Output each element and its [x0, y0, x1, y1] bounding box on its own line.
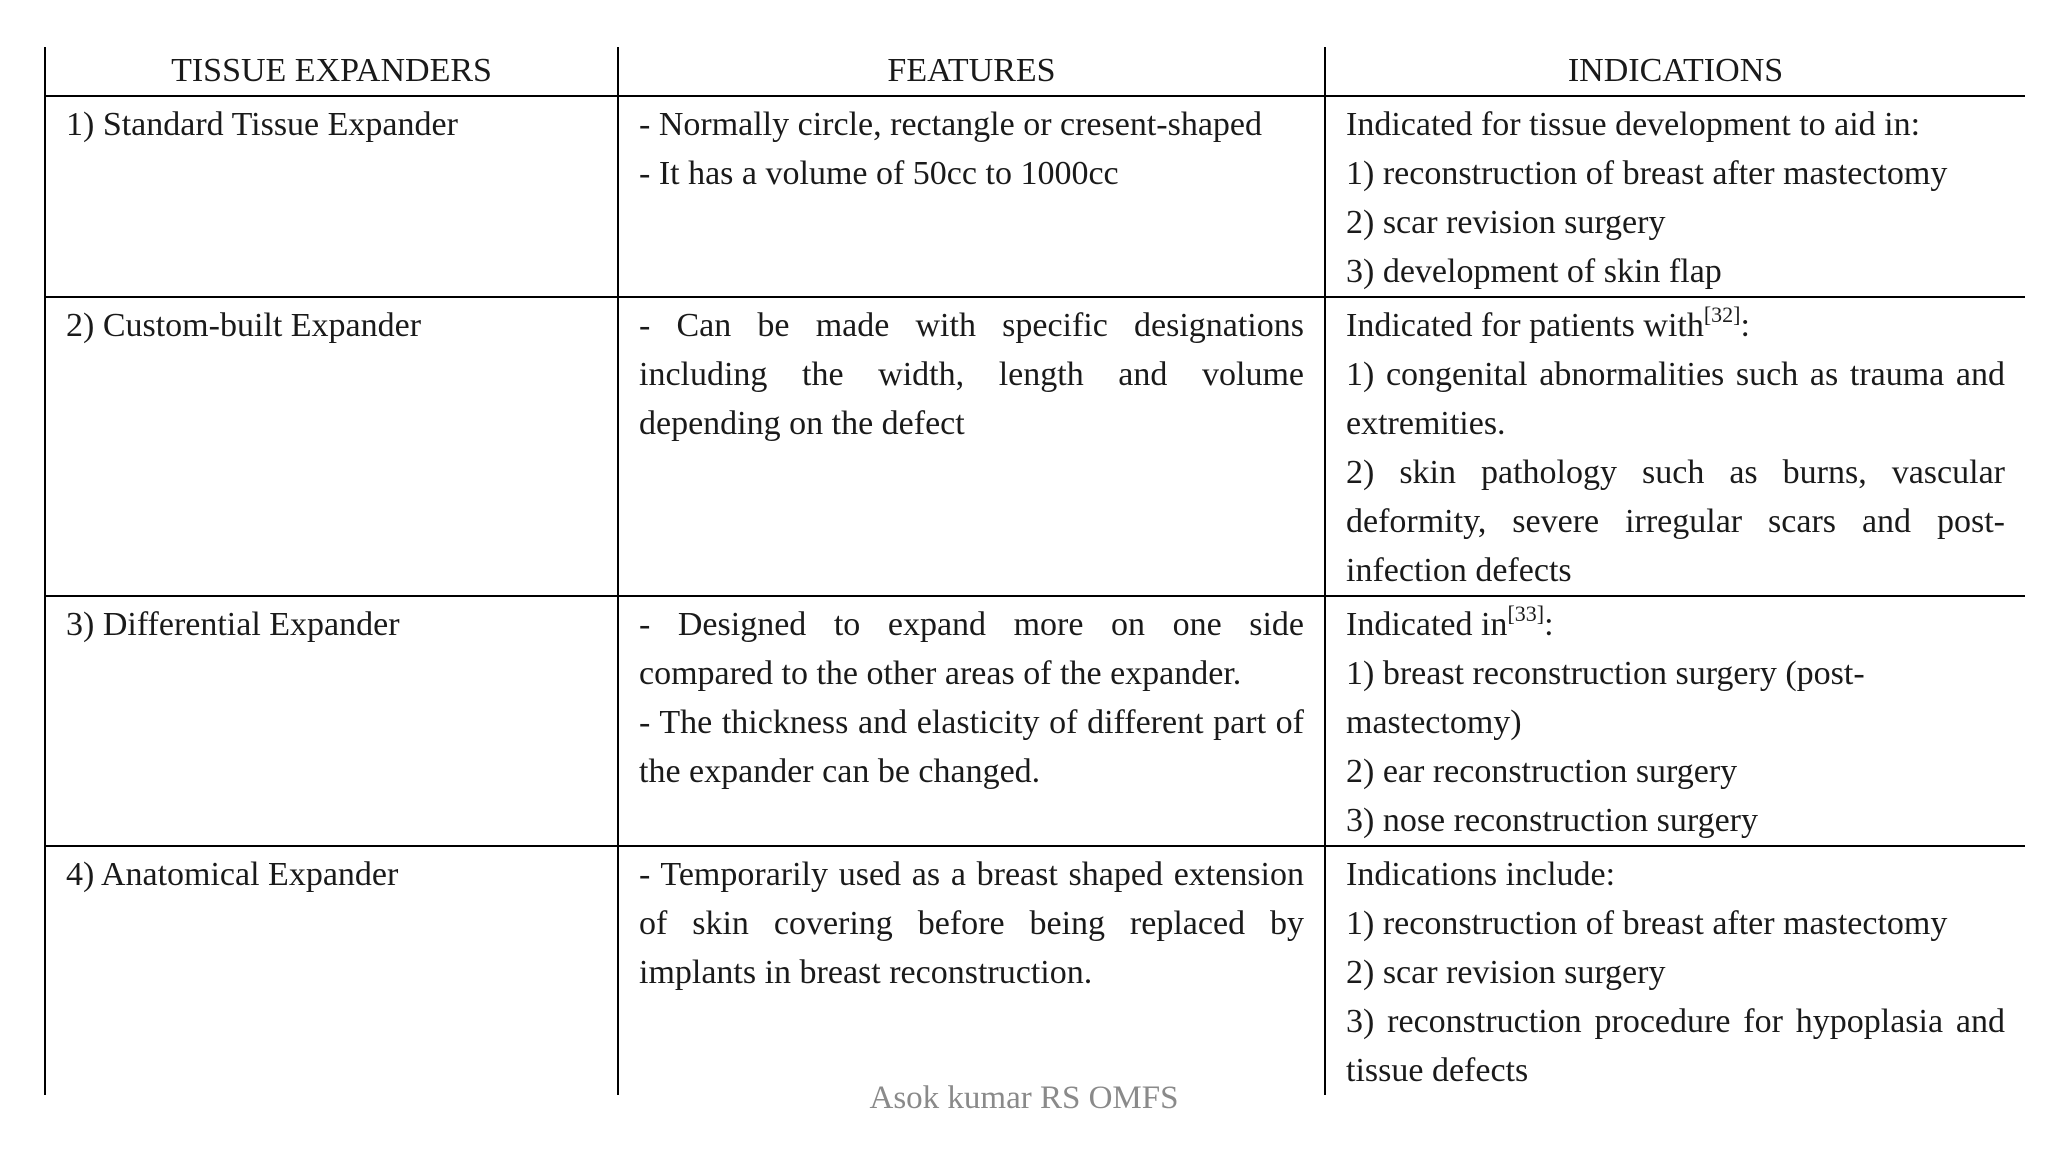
header-tissue-expanders: TISSUE EXPANDERS	[45, 47, 618, 96]
indication-item: 2) skin pathology such as burns, vascular deformity, severe irregular scars and post-infection defects	[1346, 454, 2005, 589]
indication-item: 3) reconstruction procedure for hypoplasia and tissue defects	[1346, 1003, 2005, 1089]
features-cell	[618, 846, 1325, 1095]
indications-intro	[1346, 850, 2005, 899]
indications-intro-text: Indicated for patients with	[1346, 307, 1704, 344]
indication-item: 2) scar revision surgery	[1346, 954, 1666, 991]
features-cell	[618, 596, 1325, 846]
indication-item: 3) nose reconstruction surgery	[1346, 802, 1758, 839]
header-features: FEATURES	[618, 47, 1325, 96]
indications-intro-text: Indicated for tissue development to aid in:	[1346, 106, 1921, 143]
expander-name-cell	[45, 846, 618, 1095]
indications-intro	[1346, 100, 2005, 149]
citation-ref: [33]	[1507, 601, 1545, 626]
feature-line: - Temporarily used as a breast shaped extension of skin covering before being replaced by implants in breast reconstruction.	[639, 856, 1304, 991]
indications-cell	[1325, 846, 2025, 1095]
table-row	[45, 596, 2025, 846]
indication-item: 2) scar revision surgery	[1346, 204, 1666, 241]
indications-intro	[1346, 600, 2005, 649]
indications-intro-end: :	[1740, 307, 1750, 344]
header-indications: INDICATIONS	[1325, 47, 2025, 96]
indication-item: 2) ear reconstruction surgery	[1346, 753, 1738, 790]
expander-name-cell	[45, 96, 618, 297]
expander-name: 1) Standard Tissue Expander	[66, 106, 458, 143]
citation-ref: [32]	[1703, 302, 1741, 327]
table-row	[45, 96, 2025, 297]
table-row	[45, 297, 2025, 596]
expander-name-cell	[45, 297, 618, 596]
indication-item: 1) congenital abnormalities such as trauma and extremities.	[1346, 356, 2005, 442]
feature-line: - Designed to expand more on one side compared to the other areas of the expander.	[639, 606, 1304, 692]
expander-name: 3) Differential Expander	[66, 606, 400, 643]
expander-name: 4) Anatomical Expander	[66, 856, 399, 893]
expander-name: 2) Custom-built Expander	[66, 307, 422, 344]
tissue-expanders-table	[44, 47, 2025, 1095]
indication-item: 1) reconstruction of breast after mastectomy	[1346, 905, 1948, 942]
table-row	[45, 846, 2025, 1095]
slide-footer-author: Asok kumar RS OMFS	[869, 1080, 1179, 1116]
indications-intro-text: Indications include:	[1346, 856, 1616, 893]
indications-intro	[1346, 301, 2005, 350]
indication-item: 1) breast reconstruction surgery (post-mastectomy)	[1346, 655, 1865, 741]
indications-cell	[1325, 96, 2025, 297]
features-cell	[618, 297, 1325, 596]
indications-cell	[1325, 596, 2025, 846]
indication-item: 1) reconstruction of breast after mastectomy	[1346, 155, 1948, 192]
indication-item: 3) development of skin flap	[1346, 253, 1722, 290]
indications-intro-end: :	[1544, 606, 1554, 643]
feature-line: - Can be made with specific designations including the width, length and volume depending on the defect	[639, 307, 1304, 442]
indications-intro-text: Indicated in	[1346, 606, 1508, 643]
feature-line: - The thickness and elasticity of different part of the expander can be changed.	[639, 704, 1304, 790]
expander-name-cell	[45, 596, 618, 846]
table-header-row	[45, 47, 2025, 96]
features-cell	[618, 96, 1325, 297]
feature-line: - Normally circle, rectangle or cresent-shaped	[639, 106, 1263, 143]
feature-line: - It has a volume of 50cc to 1000cc	[639, 155, 1119, 192]
indications-cell	[1325, 297, 2025, 596]
